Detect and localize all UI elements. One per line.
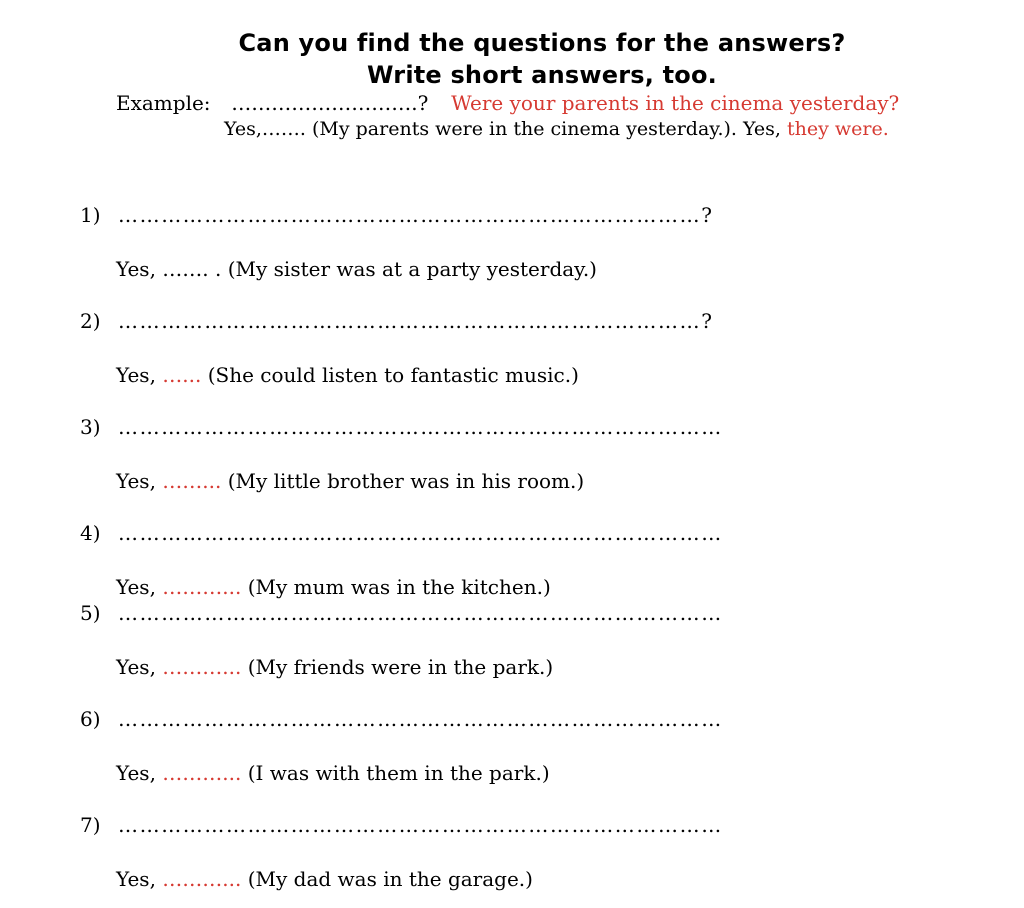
- answer-hint: (My mum was in the kitchen.): [247, 575, 551, 599]
- worksheet-title: Can you find the questions for the answers?: [238, 29, 846, 57]
- item-number: 5): [80, 601, 101, 625]
- answer-hint: (My little brother was in his room.): [227, 469, 585, 493]
- example-answer-row: [224, 116, 889, 142]
- answer-blank[interactable]: ………...: [162, 867, 242, 891]
- example-question: Were your parents in the cinema yesterday?: [451, 91, 900, 115]
- question-blank[interactable]: …………………………………………………………………………: [118, 601, 723, 625]
- answer-row: [116, 760, 550, 786]
- answer-row: [116, 654, 553, 680]
- question-blank[interactable]: ………………………………………………………………………?: [118, 203, 714, 227]
- answer-row: [116, 256, 597, 282]
- answer-row: [116, 362, 579, 388]
- question-blank[interactable]: …………………………………………………………………………: [118, 707, 723, 731]
- example-answer-short: they were.: [786, 118, 889, 140]
- answer-blank[interactable]: ………...: [162, 575, 242, 599]
- answer-hint: (My dad was in the garage.): [247, 867, 533, 891]
- answer-row: [116, 866, 533, 892]
- answer-blank[interactable]: ………...: [162, 655, 242, 679]
- question-blank[interactable]: …………………………………………………………………………: [118, 415, 723, 439]
- answer-prefix: Yes,: [116, 469, 156, 493]
- answer-row: [116, 574, 551, 600]
- example-answer-text: Yes,……. (My parents were in the cinema yesterday.). Yes,: [224, 118, 781, 140]
- answer-blank[interactable]: ………...: [162, 761, 242, 785]
- item-number: 1): [80, 203, 101, 227]
- example-question-blank: ……………………….?: [231, 91, 429, 115]
- example-label: Example:: [116, 91, 211, 115]
- example-row: [116, 90, 899, 116]
- item-number: 6): [80, 707, 101, 731]
- item-number: 3): [80, 415, 101, 439]
- answer-row: [116, 468, 584, 494]
- answer-prefix: Yes,: [116, 257, 156, 281]
- answer-blank[interactable]: ……...: [162, 469, 222, 493]
- answer-prefix: Yes,: [116, 867, 156, 891]
- answer-blank[interactable]: …...: [162, 363, 202, 387]
- answer-hint: (My sister was at a party yesterday.): [227, 257, 597, 281]
- question-blank[interactable]: ………………………………………………………………………?: [118, 309, 714, 333]
- answer-prefix: Yes,: [116, 363, 156, 387]
- item-number: 7): [80, 813, 101, 837]
- question-blank[interactable]: …………………………………………………………………………: [118, 813, 723, 837]
- answer-hint: (I was with them in the park.): [247, 761, 550, 785]
- answer-hint: (She could listen to fantastic music.): [207, 363, 579, 387]
- item-number: 4): [80, 521, 101, 545]
- worksheet-subtitle: Write short answers, too.: [367, 61, 717, 89]
- answer-prefix: Yes,: [116, 761, 156, 785]
- answer-prefix: Yes,: [116, 655, 156, 679]
- question-blank[interactable]: …………………………………………………………………………: [118, 521, 723, 545]
- item-number: 2): [80, 309, 101, 333]
- answer-hint: (My friends were in the park.): [247, 655, 554, 679]
- answer-blank[interactable]: ……. .: [162, 257, 222, 281]
- answer-prefix: Yes,: [116, 575, 156, 599]
